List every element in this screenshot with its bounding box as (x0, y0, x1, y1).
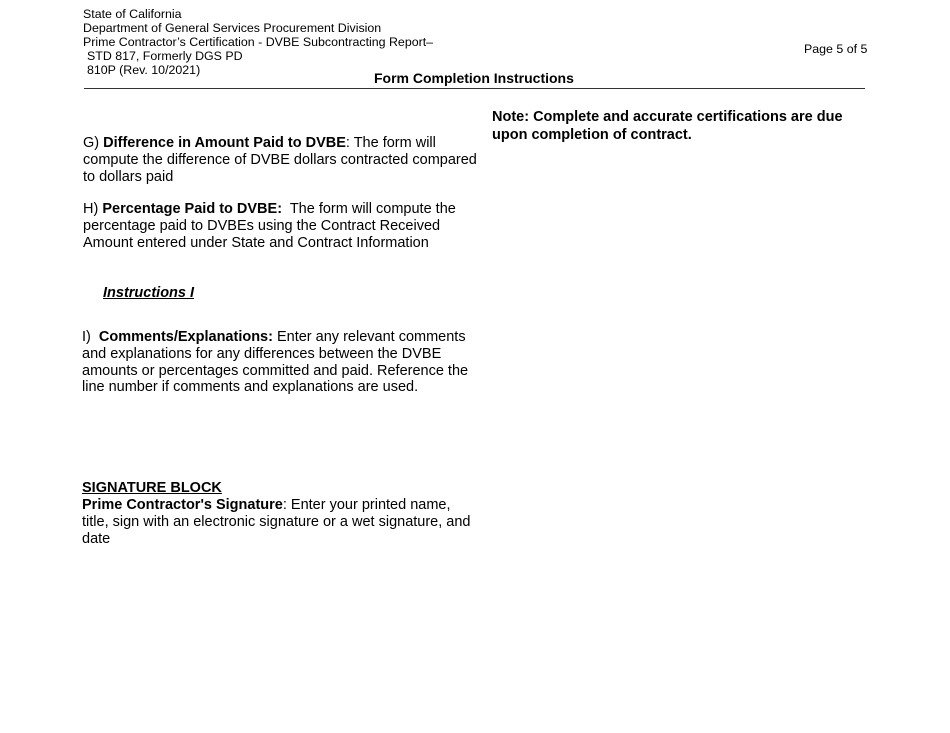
page-number: Page 5 of 5 (804, 42, 868, 56)
section-g-term: Difference in Amount Paid to DVBE (103, 135, 346, 151)
section-g (83, 135, 481, 185)
section-i-prefix: I) (82, 329, 99, 345)
header-line-state: State of California (83, 7, 182, 21)
header-divider (84, 88, 865, 89)
form-title: Form Completion Instructions (374, 70, 574, 86)
section-i (82, 329, 474, 396)
section-g-prefix: G) (83, 135, 104, 151)
signature-text: : Enter your printed name, title, sign with an electronic signature or a wet signature, and date (82, 497, 471, 547)
document-header (83, 7, 433, 77)
section-h-prefix: H) (83, 201, 103, 217)
header-line-std: STD 817, Formerly DGS PD (87, 49, 243, 63)
signature-block-heading: SIGNATURE BLOCK (82, 480, 222, 496)
header-line-department: Department of General Services Procurement Division (83, 21, 382, 35)
section-i-text: Enter any relevant comments and explanations for any differences between the DVBE amounts or percentages committed and paid. Reference the line number if comments and explanations are used. (82, 329, 469, 396)
completion-note: Note: Complete and accurate certifications are due upon completion of contract. (492, 109, 843, 143)
section-i-term: Comments/Explanations: (98, 329, 273, 345)
section-h (83, 201, 473, 251)
signature-instructions (82, 497, 478, 547)
instructions-heading: Instructions I (103, 285, 195, 301)
section-g-text: : The form will compute the difference of DVBE dollars contracted compared to dollars paid (83, 135, 477, 185)
header-line-revision: 810P (Rev. 10/2021) (87, 63, 201, 77)
section-h-text: The form will compute the percentage paid to DVBEs using the Contract Received Amount entered under State and Contract Information (83, 201, 460, 251)
header-line-form-name: Prime Contractor’s Certification - DVBE Subcontracting Report– (83, 35, 434, 49)
section-h-term: Percentage Paid to DVBE: (102, 201, 283, 217)
signature-term: Prime Contractor's Signature (82, 497, 283, 513)
